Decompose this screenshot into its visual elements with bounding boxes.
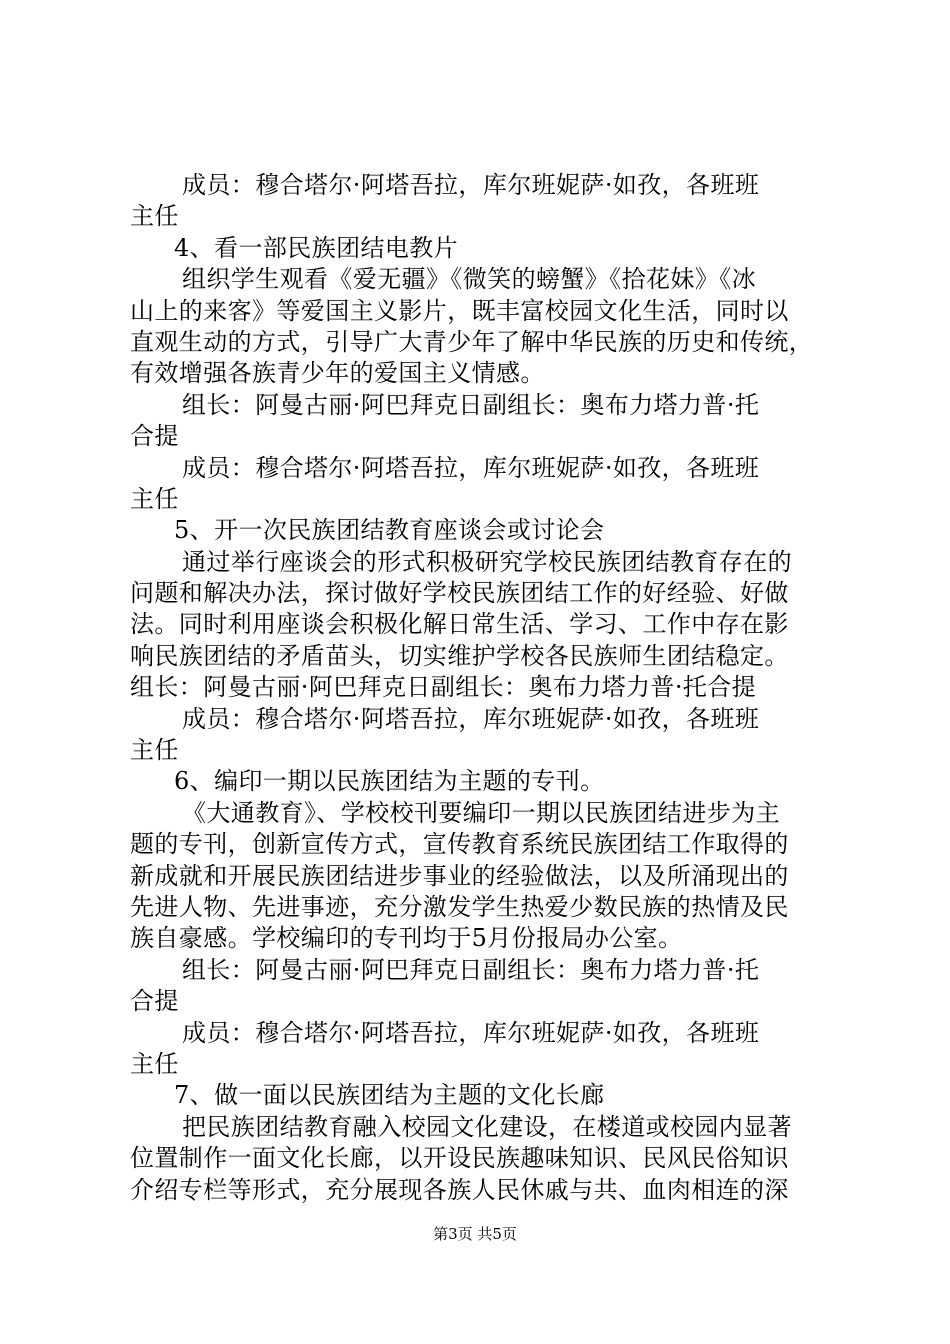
text-line: 成员：穆合塔尔·阿塔吾拉，库尔班妮萨·如孜，各班班 — [182, 1018, 760, 1047]
text-line: 7、做一面以民族团结为主题的文化长廊 — [174, 1081, 605, 1110]
text-line: 主任 — [130, 736, 179, 765]
text-line: 合提 — [130, 987, 179, 1016]
text-line: 组织学生观看《爱无疆》《微笑的螃蟹》《拾花妹》《冰 — [182, 265, 756, 294]
text-line: 合提 — [130, 422, 179, 451]
text-line: 成员：穆合塔尔·阿塔吾拉，库尔班妮萨·如孜，各班班 — [182, 704, 760, 733]
text-line: 法。同时利用座谈会积极化解日常生活、学习、工作中存在影 — [130, 610, 789, 639]
text-line: 题的专刊，创新宣传方式，宣传教育系统民族团结工作取得的 — [130, 830, 789, 859]
text-line: 把民族团结教育融入校园文化建设，在楼道或校园内显著 — [182, 1112, 792, 1141]
text-line: 问题和解决办法，探讨做好学校民族团结工作的好经验、好做 — [130, 579, 789, 608]
text-line: 直观生动的方式，引导广大青少年了解中华民族的历史和传统， — [130, 327, 814, 356]
text-line: 先进人物、先进事迹，充分激发学生热爱少数民族的热情及民 — [130, 892, 789, 921]
text-line: 《大通教育》、学校校刊要编印一期以民族团结进步为主 — [182, 798, 780, 827]
text-line: 组长：阿曼古丽·阿巴拜克日副组长：奥布力塔力普·托合提 — [130, 673, 757, 702]
text-line: 组长：阿曼古丽·阿巴拜克日副组长：奥布力塔力普·托 — [182, 390, 760, 419]
text-line: 主任 — [130, 484, 179, 513]
text-line: 族自豪感。学校编印的专刊均于5月份报局办公室。 — [130, 924, 683, 953]
text-line: 6、编印一期以民族团结为主题的专刊。 — [174, 767, 605, 796]
text-line: 5、开一次民族团结教育座谈会或讨论会 — [174, 516, 605, 545]
text-line: 有效增强各族青少年的爱国主义情感。 — [130, 359, 545, 388]
text-line: 成员：穆合塔尔·阿塔吾拉，库尔班妮萨·如孜，各班班 — [182, 171, 760, 199]
text-line: 通过举行座谈会的形式积极研究学校民族团结教育存在的 — [182, 547, 792, 576]
text-line: 响民族团结的矛盾苗头，切实维护学校各民族师生团结稳定。 — [130, 641, 789, 670]
page-footer: 第3页 共5页 — [433, 1225, 517, 1243]
text-line: 位置制作一面文化长廊，以开设民族趣味知识、民风民俗知识 — [130, 1144, 789, 1173]
text-line: 组长：阿曼古丽·阿巴拜克日副组长：奥布力塔力普·托 — [182, 955, 760, 984]
document-body — [130, 170, 830, 1206]
text-line: 山上的来客》等爱国主义影片，既丰富校园文化生活，同时以 — [130, 296, 789, 325]
text-line: 4、看一部民族团结电教片 — [174, 233, 459, 262]
text-line: 新成就和开展民族团结进步事业的经验做法，以及所涌现出的 — [130, 861, 789, 890]
text-line: 成员：穆合塔尔·阿塔吾拉，库尔班妮萨·如孜，各班班 — [182, 453, 760, 482]
text-line: 主任 — [130, 1049, 179, 1078]
text-line: 主任 — [130, 202, 179, 231]
text-line: 介绍专栏等形式，充分展现各族人民休戚与共、血肉相连的深 — [130, 1175, 789, 1204]
